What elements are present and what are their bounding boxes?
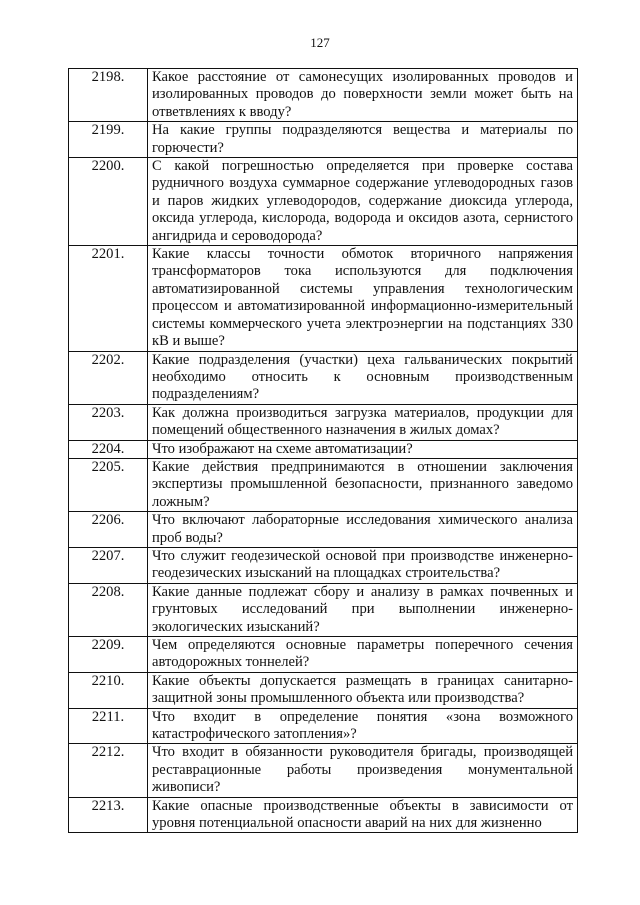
question-text: Что служит геодезической основой при производстве инженерно-геодезических изысканий на площадках строительства? [148, 547, 578, 583]
question-number: 2202. [69, 351, 148, 404]
question-text: Какие данные подлежат сбору и анализу в рамках почвенных и грунтовых исследований при выполнении инженерно-экологических изысканий? [148, 583, 578, 636]
question-text: Что изображают на схеме автоматизации? [148, 440, 578, 458]
question-number: 2201. [69, 246, 148, 351]
question-number: 2208. [69, 583, 148, 636]
question-row [69, 458, 578, 511]
questions-table [68, 68, 578, 833]
question-row [69, 351, 578, 404]
question-row [69, 547, 578, 583]
question-text: Какие классы точности обмоток вторичного напряжения трансформаторов тока используются для подключения автоматизированной системы управления технологическим процессом и автоматизированной информационно-измерительный системы коммерческого учета электроэнергии на подстанциях 330 кВ и выше? [148, 246, 578, 351]
question-row [69, 672, 578, 708]
question-number: 2213. [69, 797, 148, 833]
question-text: Как должна производиться загрузка материалов, продукции для помещений общественного назначения в жилых домах? [148, 404, 578, 440]
question-row [69, 440, 578, 458]
question-number: 2212. [69, 744, 148, 797]
question-text: Чем определяются основные параметры поперечного сечения автодорожных тоннелей? [148, 637, 578, 673]
question-text: Что включают лабораторные исследования химического анализа проб воды? [148, 512, 578, 548]
question-text: Что входит в обязанности руководителя бригады, производящей реставрационные работы произведения монументальной живописи? [148, 744, 578, 797]
question-number: 2203. [69, 404, 148, 440]
question-text: Что входит в определение понятия «зона возможного катастрофического затопления»? [148, 708, 578, 744]
question-text: На какие группы подразделяются вещества и материалы по горючести? [148, 122, 578, 158]
question-number: 2204. [69, 440, 148, 458]
question-text: Какие опасные производственные объекты в зависимости от уровня потенциальной опасности аварий на них для жизненно [148, 797, 578, 833]
question-row [69, 404, 578, 440]
question-number: 2200. [69, 158, 148, 246]
question-text: Какие подразделения (участки) цеха гальванических покрытий необходимо относить к основным производственным подразделениям? [148, 351, 578, 404]
question-row [69, 158, 578, 246]
question-number: 2211. [69, 708, 148, 744]
question-row [69, 708, 578, 744]
question-text: С какой погрешностью определяется при проверке состава рудничного воздуха суммарное содержание углеводородных газов и паров жидких углеводородов, содержание диоксида углерода, оксида углерода, кислорода, водорода и оксидов азота, сернистого ангидрида и сероводорода? [148, 158, 578, 246]
question-text: Какие действия предпринимаются в отношении заключения экспертизы промышленной безопасности, признанного заведомо ложным? [148, 458, 578, 511]
question-row [69, 744, 578, 797]
page-number: 127 [310, 35, 330, 50]
question-row [69, 122, 578, 158]
question-row [69, 246, 578, 351]
question-row [69, 583, 578, 636]
question-number: 2207. [69, 547, 148, 583]
question-row [69, 69, 578, 122]
question-row [69, 797, 578, 833]
question-number: 2206. [69, 512, 148, 548]
question-number: 2198. [69, 69, 148, 122]
question-number: 2209. [69, 637, 148, 673]
question-number: 2210. [69, 672, 148, 708]
question-row [69, 512, 578, 548]
question-row [69, 637, 578, 673]
question-number: 2205. [69, 458, 148, 511]
question-number: 2199. [69, 122, 148, 158]
questions-table-body [69, 69, 578, 833]
question-text: Какие объекты допускается размещать в границах санитарно-защитной зоны промышленного объекта или производства? [148, 672, 578, 708]
question-text: Какое расстояние от самонесущих изолированных проводов и изолированных проводов до поверхности земли может быть на ответвлениях к вводу? [148, 69, 578, 122]
